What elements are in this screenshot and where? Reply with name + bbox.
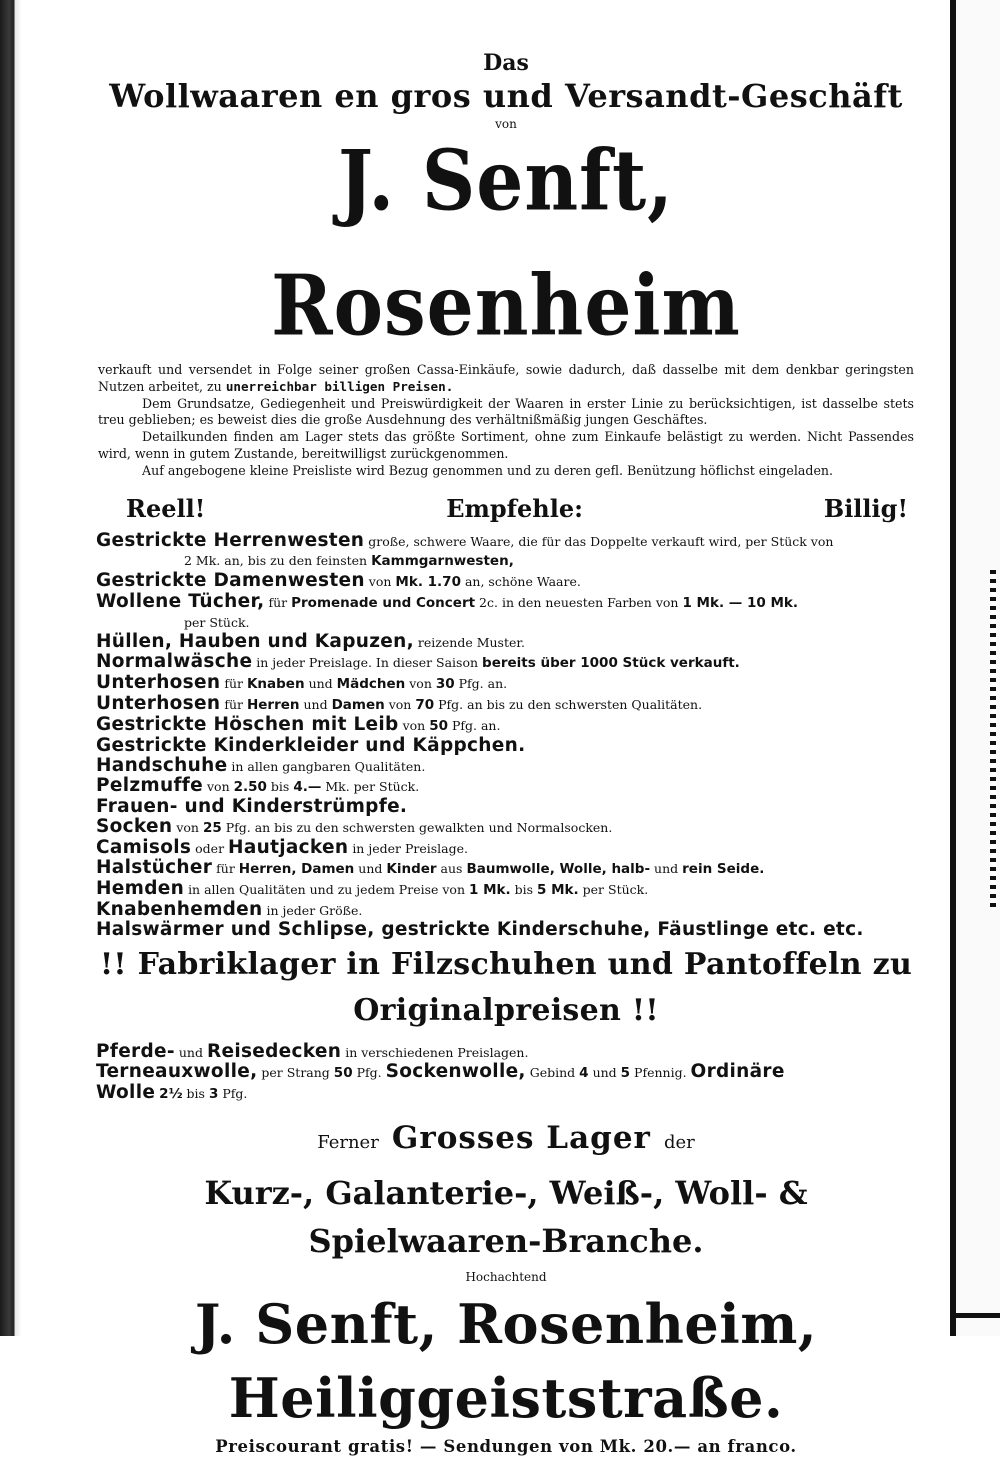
item-bold: Promenade und Concert xyxy=(291,594,476,611)
item-text: oder xyxy=(195,840,225,856)
item-bold: Kammgarnwesten, xyxy=(371,552,514,569)
item-heading: Hautjacken xyxy=(228,836,349,858)
slogan-billig: Billig! xyxy=(823,493,908,523)
item-heading: Unterhosen xyxy=(96,671,221,693)
branche-line: Kurz-, Galanterie-, Weiß-, Woll- & Spielwaaren-Branche. xyxy=(204,1173,808,1260)
item-heading: Wolle xyxy=(96,1081,156,1103)
item-text: Gebind xyxy=(529,1064,576,1080)
intro-text xyxy=(98,362,914,480)
item-text: von xyxy=(388,696,412,712)
intro-paragraph-2: Dem Grundsatze, Gediegenheit und Preiswürdigkeit der Waaren in erster Linie zu berücksichtigen, ist dasselbe stets treu geblieben; es beweist dies die große Ausdehnung des verhältnißmäßig jungen Geschäftes. xyxy=(98,395,914,428)
list-item-unterhosen-kinder xyxy=(96,673,916,694)
list-item-halswaermer xyxy=(96,920,916,940)
item-heading: Hemden xyxy=(96,877,185,899)
item-text: von xyxy=(402,717,426,733)
item-heading: Camisols xyxy=(96,836,192,858)
item-bold: Mädchen xyxy=(336,675,406,692)
item-text: an, schöne Waare. xyxy=(464,573,581,589)
item-text: und xyxy=(303,696,328,712)
item-bold: bereits über 1000 Stück verkauft. xyxy=(482,654,740,671)
list-item-huellen xyxy=(96,632,916,652)
item-text: 2c. in den neuesten Farben von xyxy=(479,594,679,610)
item-heading: Unterhosen xyxy=(96,692,221,714)
item-text: in jeder Größe. xyxy=(266,902,363,918)
item-text: und xyxy=(178,1044,203,1060)
item-text: in allen gangbaren Qualitäten. xyxy=(231,758,426,774)
brand-title: J. Senft, Rosenheim xyxy=(271,133,741,355)
item-bold: 50 xyxy=(429,717,448,734)
item-text: von xyxy=(409,675,432,691)
item-text: Pfg. xyxy=(222,1085,248,1101)
item-heading: Sockenwolle, xyxy=(385,1060,526,1082)
item-bold: Kinder xyxy=(386,860,437,877)
item-text: reizende Muster. xyxy=(417,634,525,650)
ferner-der: der xyxy=(664,1131,695,1153)
item-text: Pfg. an bis zu den schwersten Qualitäten. xyxy=(438,696,703,712)
adjacent-page-border xyxy=(990,570,996,910)
item-text: Pfg. an. xyxy=(451,717,501,733)
list-item-normalwaesche xyxy=(96,652,916,673)
item-text: Pfg. an. xyxy=(458,675,508,691)
item-bold: 70 xyxy=(415,696,435,713)
fabriklager-banner: !! Fabriklager in Filzschuhen und Pantoffeln zu Originalpreisen !! xyxy=(99,946,913,1028)
item-heading: Gestrickte Höschen mit Leib xyxy=(96,713,399,735)
item-heading: Ordinäre xyxy=(690,1060,785,1082)
item-heading: Handschuhe xyxy=(96,754,228,776)
ferner-line xyxy=(96,1118,916,1163)
item-text: Pfennig. xyxy=(634,1064,687,1080)
list-item-unterhosen-erwachsene xyxy=(96,694,916,715)
item-heading: Pferde- xyxy=(96,1040,175,1062)
list-item-struempfe xyxy=(96,797,916,817)
item-bold: rein Seide. xyxy=(682,860,765,877)
advertisement-page xyxy=(96,44,916,1456)
item-bold: Baumwolle, Wolle, halb- xyxy=(466,860,651,877)
adjacent-page-edge xyxy=(950,0,1000,1336)
item-bold: Mk. 1.70 xyxy=(395,573,461,590)
header-von: von xyxy=(495,117,517,131)
item-text: Pfg. an bis zu den schwersten gewalkten und Normalsocken. xyxy=(225,819,613,835)
hochachtend: Hochachtend xyxy=(465,1269,547,1284)
item-text: und xyxy=(358,860,383,876)
item-heading: Halswärmer und Schlipse, gestrickte Kinderschuhe, Fäustlinge etc. etc. xyxy=(96,918,864,940)
list-item-halstuecher xyxy=(96,858,916,879)
item-bold: Herren, Damen xyxy=(238,860,355,877)
item-text: bis xyxy=(514,881,534,897)
book-binding-left xyxy=(0,0,22,1336)
item-text: bis xyxy=(186,1085,205,1101)
list-item-terneauxwolle xyxy=(96,1062,916,1083)
item-text: bis xyxy=(270,778,290,794)
list-item-camisols xyxy=(96,838,916,858)
item-bold: 2.50 xyxy=(233,778,267,795)
item-heading: Gestrickte Kinderkleider und Käppchen. xyxy=(96,734,526,756)
slogan-reell: Reell! xyxy=(126,493,206,523)
item-bold: 1 Mk. — 10 Mk. xyxy=(682,594,799,611)
list-item-pferdedecken xyxy=(96,1042,916,1062)
item-heading: Reisedecken xyxy=(206,1040,342,1062)
list-item-damenwesten xyxy=(96,571,916,592)
item-heading: Terneauxwolle, xyxy=(96,1060,258,1082)
list-item-handschuhe xyxy=(96,756,916,776)
list-item-knabenhemden xyxy=(96,900,916,920)
slogan-row xyxy=(126,494,908,523)
footer-brand: J. Senft, Rosenheim, Heiliggeiststraße. xyxy=(194,1291,818,1430)
intro-p1-text: verkauft und versendet in Folge seiner großen Cassa-Einkäufe, sowie dadurch, daß dasselbe mit dem denkbar geringsten Nutzen arbeitet, zu xyxy=(98,362,914,394)
list-item-wolle xyxy=(96,1083,916,1104)
item-text: per Stück. xyxy=(582,881,649,897)
item-bold: Knaben xyxy=(246,675,305,692)
tagline: Preiscourant gratis! — Sendungen von Mk. 20.— an franco. xyxy=(215,1436,797,1456)
list-item-pelzmuffe xyxy=(96,776,916,797)
item-heading: Wollene Tücher, xyxy=(96,590,265,612)
intro-paragraph-3: Detailkunden finden am Lager stets das größte Sortiment, ohne zum Einkaufe belästigt zu werden. Nicht Passendes wird, wenn in gutem Zustande, bereitwilligst zurückgenommen. xyxy=(98,429,914,461)
item-bold: 3 xyxy=(208,1085,219,1102)
item-bold: 4.— xyxy=(293,778,322,795)
item-text: und xyxy=(654,860,679,876)
grosses-lager-heading: Grosses Lager xyxy=(391,1119,651,1156)
item-text: große, schwere Waare, die für das Doppelte verkauft wird, per Stück von xyxy=(368,533,834,549)
header-das: Das xyxy=(483,50,529,76)
item-text: für xyxy=(224,696,243,712)
item-heading: Gestrickte Damenwesten xyxy=(96,569,365,591)
item-bold: 25 xyxy=(202,819,222,836)
ferner-text: Ferner xyxy=(317,1131,379,1153)
list-item-hemden xyxy=(96,879,916,900)
item-text: von xyxy=(176,819,199,835)
item-bold: 30 xyxy=(435,675,455,692)
list-item-kinderkleider xyxy=(96,736,916,756)
item-text: und xyxy=(592,1064,617,1080)
item-bold: Damen xyxy=(331,696,385,713)
item-bold: Herren xyxy=(246,696,300,713)
list-item-hoeschen xyxy=(96,715,916,736)
item-text: aus xyxy=(440,860,463,876)
item-heading: Hüllen, Hauben und Kapuzen, xyxy=(96,630,414,652)
list-item-tuecher xyxy=(96,592,916,632)
item-bold: 50 xyxy=(333,1064,353,1081)
slogan-empfehle: Empfehle: xyxy=(446,493,583,523)
item-text: in allen Qualitäten und zu jedem Preise von xyxy=(188,881,466,897)
item-heading: Socken xyxy=(96,815,173,837)
item-heading: Pelzmuffe xyxy=(96,774,204,796)
item-heading: Normalwäsche xyxy=(96,650,253,672)
list-item-herrenwesten xyxy=(96,531,916,571)
item-text: und xyxy=(308,675,333,691)
item-bold: 1 Mk. xyxy=(469,881,511,898)
adjacent-page-rule xyxy=(956,1313,1000,1318)
product-list-2 xyxy=(96,1042,916,1104)
item-heading: Knabenhemden xyxy=(96,898,263,920)
product-list xyxy=(96,531,916,940)
item-heading: Halstücher xyxy=(96,856,213,878)
item-text: in jeder Preislage. xyxy=(352,840,468,856)
item-text: für xyxy=(216,860,235,876)
item-heading: Frauen- und Kinderstrümpfe. xyxy=(96,795,408,817)
item-text: für xyxy=(224,675,243,691)
item-text: für xyxy=(268,594,288,610)
item-text: per Stück. xyxy=(184,614,250,630)
intro-p1-bold: unerreichbar billigen Preisen. xyxy=(225,378,454,394)
item-bold: 5 Mk. xyxy=(537,881,579,898)
item-text: in verschiedenen Preislagen. xyxy=(345,1044,529,1060)
item-bold: 4 xyxy=(579,1064,589,1081)
item-text: von xyxy=(368,573,392,589)
item-text: von xyxy=(207,778,230,794)
list-item-socken xyxy=(96,817,916,838)
item-text: Mk. per Stück. xyxy=(325,778,420,794)
item-bold: 5 xyxy=(620,1064,631,1081)
item-text: 2 Mk. an, bis zu den feinsten xyxy=(184,552,368,568)
item-text: per Strang xyxy=(261,1064,330,1080)
item-text: in jeder Preislage. In dieser Saison xyxy=(256,654,479,670)
item-heading: Gestrickte Herrenwesten xyxy=(96,529,365,551)
item-text: Pfg. xyxy=(356,1064,382,1080)
intro-paragraph-4: Auf angebogene kleine Preisliste wird Bezug genommen und zu deren gefl. Benützung höflichst eingeladen. xyxy=(142,462,834,478)
item-bold: 2½ xyxy=(159,1085,183,1102)
header-subtitle: Wollwaaren en gros und Versandt-Geschäft xyxy=(109,77,903,115)
